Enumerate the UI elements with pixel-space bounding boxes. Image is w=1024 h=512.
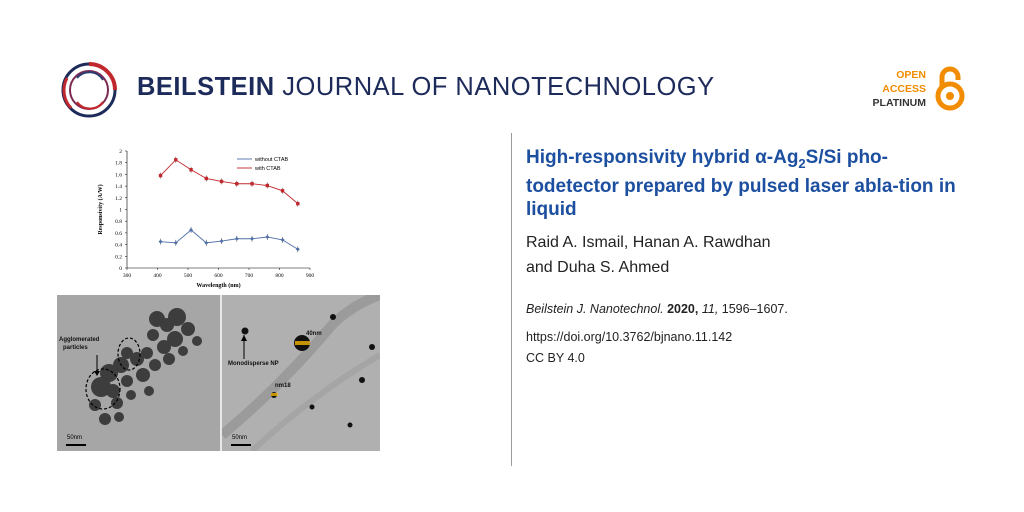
title-part-2: S/Si pho-todetector prepared by pulsed laser abla-tion in liquid bbox=[526, 147, 956, 220]
x-tick-label: 600 bbox=[214, 273, 223, 279]
y-tick-label: 1.2 bbox=[115, 195, 122, 202]
citation bbox=[526, 302, 788, 316]
data-point bbox=[220, 239, 224, 243]
y-tick-label: 0.8 bbox=[115, 219, 122, 226]
data-point bbox=[296, 202, 299, 205]
y-tick-label: 0.4 bbox=[115, 242, 122, 249]
left-scale-bar bbox=[66, 444, 86, 446]
y-tick-label: 1 bbox=[119, 207, 122, 214]
monodisperse-label: Monodisperse NP bbox=[228, 361, 279, 367]
article-info bbox=[526, 146, 966, 280]
beilstein-ring-logo-icon[interactable] bbox=[57, 58, 121, 122]
doi-link[interactable]: https://doi.org/10.3762/bjnano.11.142 bbox=[526, 330, 733, 344]
y-tick-label: 0.2 bbox=[115, 254, 122, 261]
tem-images bbox=[57, 295, 380, 451]
vertical-divider bbox=[511, 133, 512, 466]
citation-volume: 11, bbox=[701, 302, 719, 316]
data-point bbox=[296, 247, 300, 251]
tem-left-panel bbox=[57, 295, 220, 451]
x-axis-label: Wavelength (nm) bbox=[196, 283, 241, 289]
size-label-40nm: 40nm bbox=[306, 331, 322, 337]
x-tick-label: 700 bbox=[244, 273, 254, 279]
title-subscript: 2 bbox=[798, 155, 806, 171]
data-point bbox=[281, 189, 284, 192]
citation-pages: 1596–1607. bbox=[721, 302, 788, 316]
author-list bbox=[526, 230, 966, 280]
data-point bbox=[235, 182, 238, 185]
oa-platinum-label: PLATINUM bbox=[872, 97, 926, 109]
tem-left-particles bbox=[57, 295, 220, 451]
tem-right-particles bbox=[222, 295, 380, 451]
y-tick-label: 0.6 bbox=[115, 230, 122, 237]
data-point bbox=[174, 158, 177, 161]
journal-title[interactable] bbox=[137, 73, 715, 102]
data-point bbox=[205, 177, 208, 180]
journal-title-bold: BEILSTEIN bbox=[137, 73, 275, 101]
data-point bbox=[281, 238, 285, 242]
oa-open-label: OPEN bbox=[896, 69, 926, 81]
oa-access-label: ACCESS bbox=[882, 83, 926, 95]
data-point bbox=[265, 235, 269, 239]
responsivity-chart bbox=[92, 143, 322, 298]
size-label-18nm: nm18 bbox=[275, 383, 291, 389]
y-tick-label: 1.4 bbox=[115, 184, 122, 191]
data-point bbox=[250, 182, 253, 185]
y-tick-label: 0 bbox=[119, 266, 122, 272]
series-line-0 bbox=[161, 230, 298, 249]
data-point bbox=[159, 174, 162, 177]
data-point bbox=[250, 237, 254, 241]
right-scale-label: 50nm bbox=[232, 435, 248, 441]
data-point bbox=[189, 168, 192, 171]
open-access-badge bbox=[868, 66, 978, 112]
y-axis-label: Responsivity (A/W) bbox=[98, 184, 104, 235]
title-part-1: High-responsivity hybrid α-Ag bbox=[526, 147, 799, 168]
left-scale-label: 50nm bbox=[67, 435, 83, 441]
agglomerated-label-2: particles bbox=[63, 345, 88, 351]
data-point bbox=[159, 240, 163, 244]
y-tick-label: 1.6 bbox=[115, 172, 122, 179]
journal-title-light: JOURNAL OF NANOTECHNOLOGY bbox=[282, 73, 715, 101]
license[interactable]: CC BY 4.0 bbox=[526, 351, 585, 365]
legend-label-0: without CTAB bbox=[255, 157, 289, 163]
authors-line-1[interactable]: Raid A. Ismail, Hanan A. Rawdhan bbox=[526, 233, 771, 251]
y-tick-label: 2 bbox=[119, 149, 122, 155]
x-tick-label: 500 bbox=[183, 273, 193, 279]
article-title[interactable] bbox=[526, 146, 966, 221]
x-tick-label: 800 bbox=[275, 273, 284, 279]
open-access-lock-icon bbox=[930, 66, 970, 112]
citation-year: 2020, bbox=[667, 302, 699, 316]
y-tick-label: 1.8 bbox=[115, 160, 122, 167]
data-point bbox=[220, 180, 223, 183]
tem-right-panel bbox=[222, 295, 380, 451]
agglomerated-label-1: Agglomerated bbox=[59, 337, 100, 343]
x-tick-label: 300 bbox=[122, 273, 132, 279]
x-tick-label: 400 bbox=[153, 273, 162, 279]
header bbox=[0, 0, 1024, 130]
x-tick-label: 900 bbox=[305, 273, 315, 279]
data-point bbox=[266, 184, 269, 187]
authors-line-2[interactable]: and Duha S. Ahmed bbox=[526, 258, 670, 276]
journal-abbreviation: Beilstein J. Nanotechnol. bbox=[526, 302, 664, 316]
data-point bbox=[235, 237, 239, 241]
legend-label-1: with CTAB bbox=[255, 166, 281, 172]
right-scale-bar bbox=[231, 444, 251, 446]
